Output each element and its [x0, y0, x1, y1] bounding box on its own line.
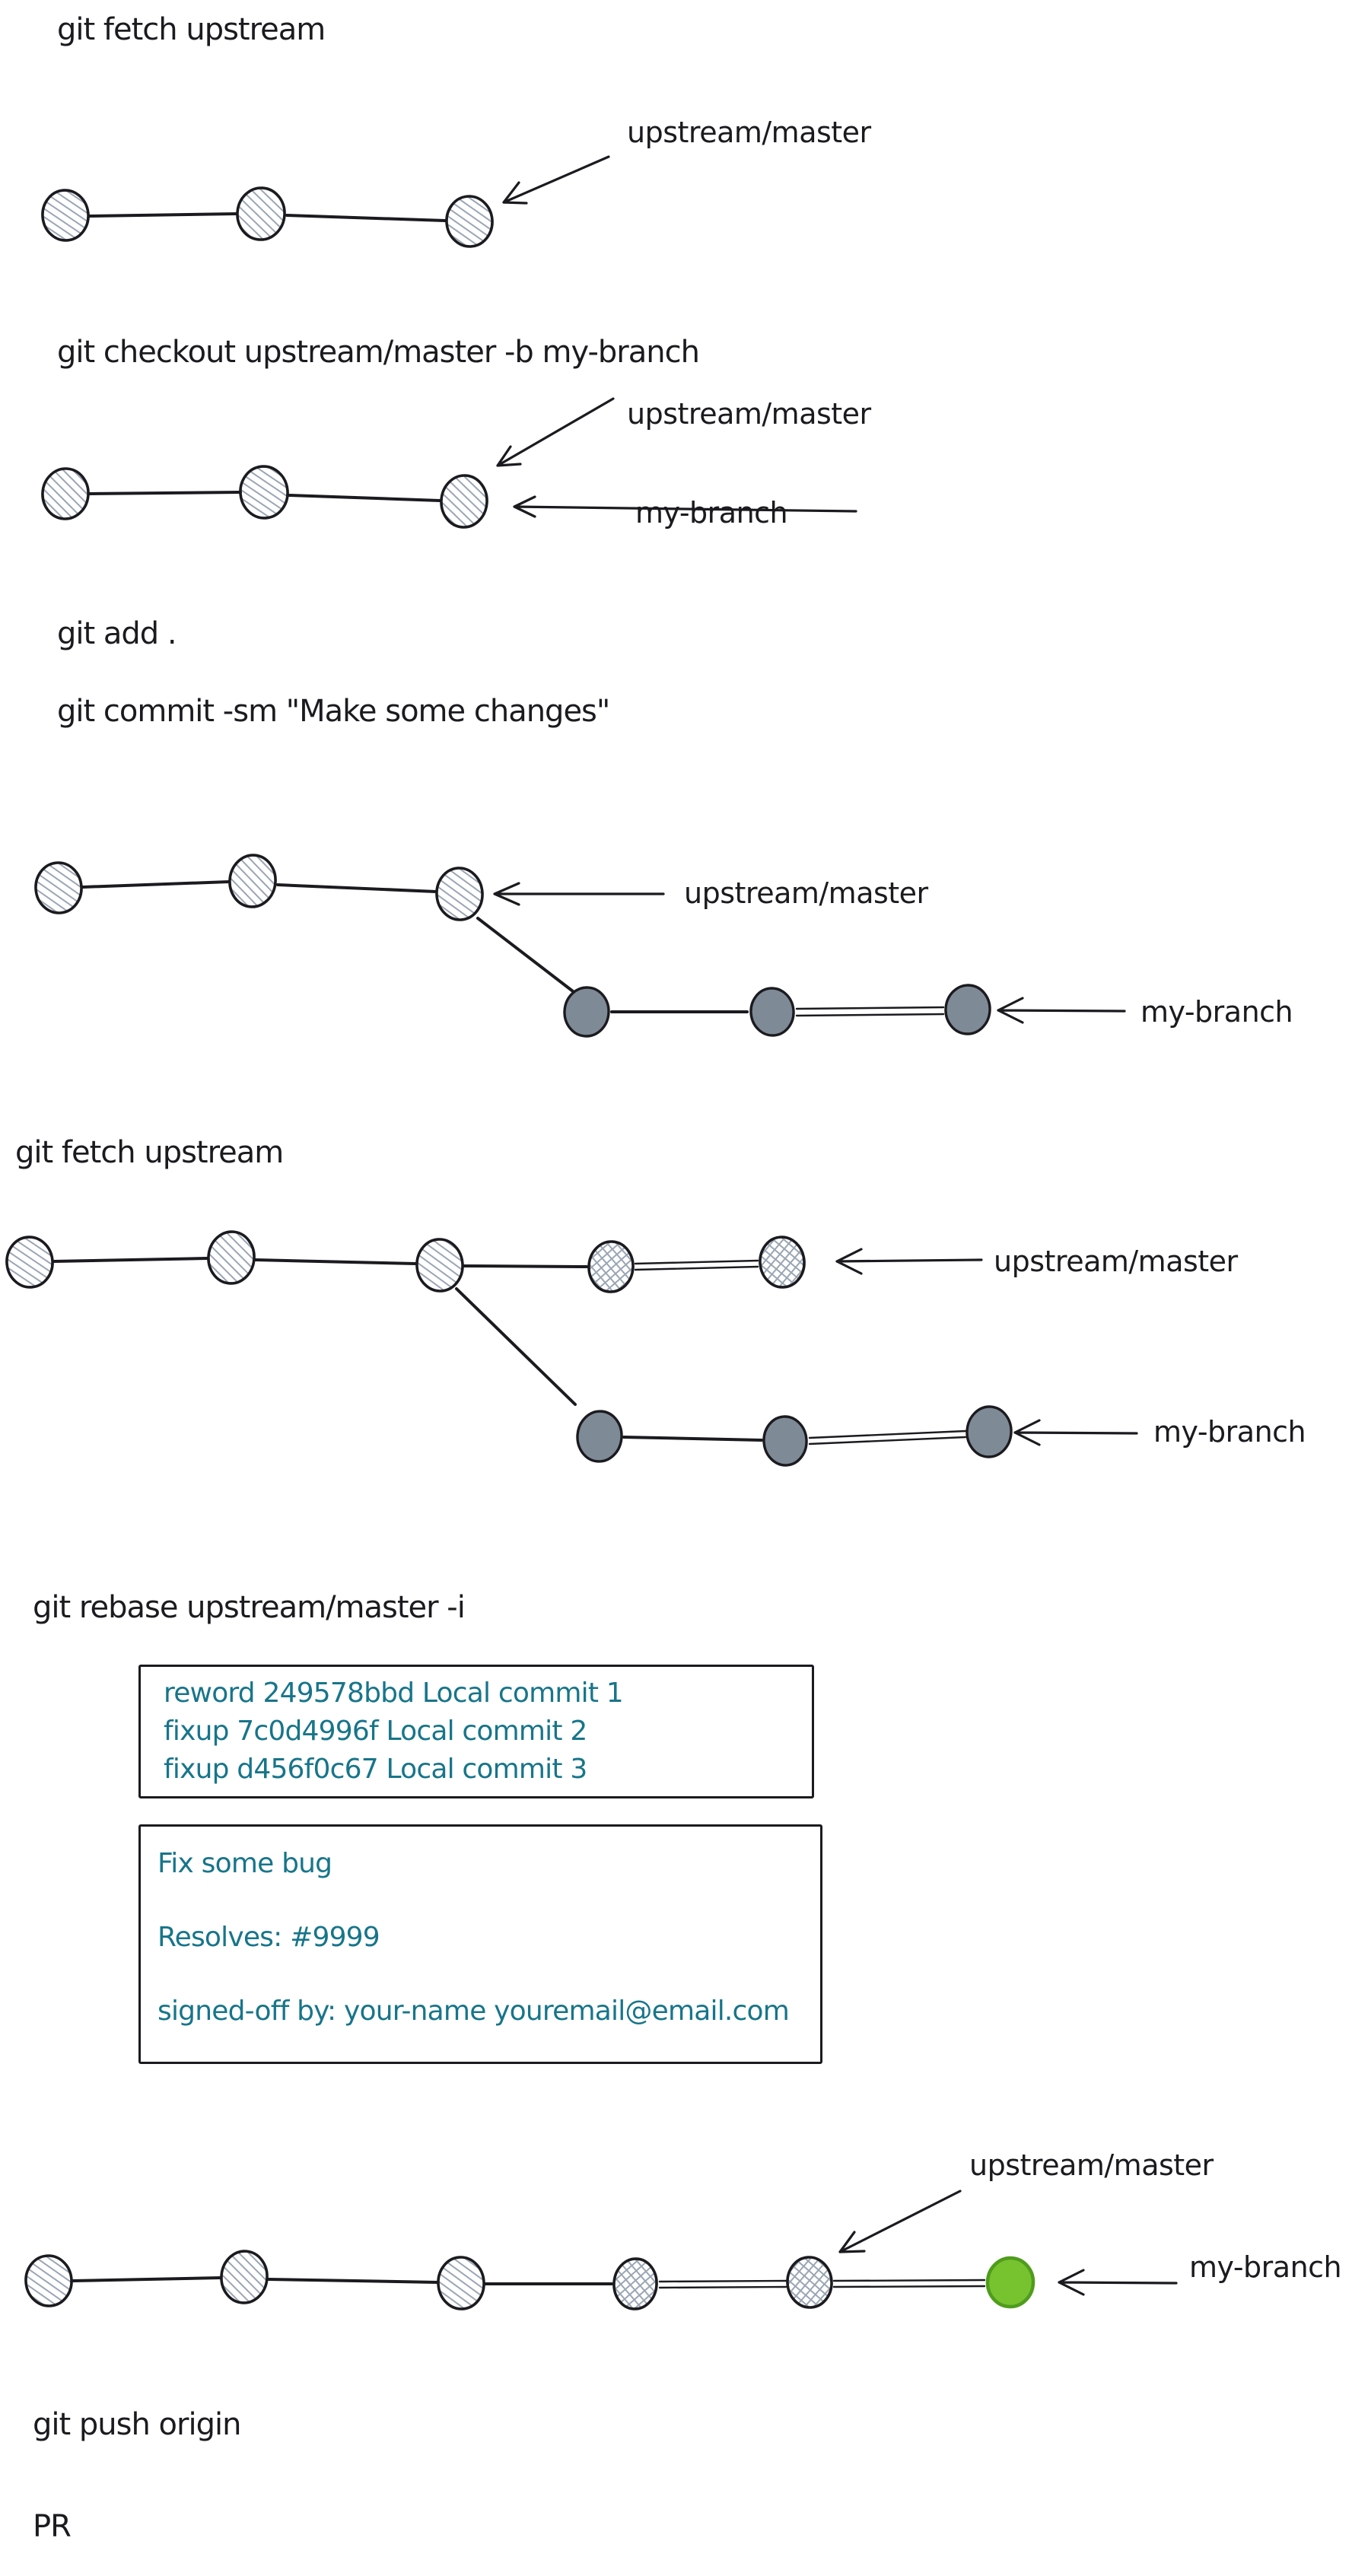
commit-message-line: Fix some bug — [157, 1848, 332, 1879]
commit-node-hatched — [236, 186, 287, 241]
commit-node-hatched — [40, 188, 91, 243]
edge — [269, 2279, 437, 2282]
edge — [256, 1260, 415, 1264]
commit-node-rebased-green — [986, 2256, 1035, 2308]
arrow-my-branch — [998, 998, 1125, 1022]
edge — [73, 2278, 221, 2281]
commit-node-local — [762, 1415, 808, 1467]
commit-message-line: signed-off by: your-name youremail@email.com — [157, 1996, 790, 2027]
edge-double — [834, 2280, 985, 2287]
commit-node-hatched — [227, 853, 278, 909]
label-upstream-master-4: upstream/master — [994, 1245, 1238, 1278]
label-my-branch-5: my-branch — [1189, 2250, 1342, 2284]
commit-node-local — [575, 1410, 624, 1464]
label-upstream-master-5: upstream/master — [969, 2148, 1214, 2182]
edge — [624, 1437, 762, 1440]
edge-double — [810, 1431, 965, 1444]
commit-node-local — [749, 987, 795, 1038]
commit-node-hatched — [437, 2256, 486, 2310]
commit-message-line: Resolves: #9999 — [157, 1922, 380, 1953]
edge — [90, 214, 237, 216]
label-my-branch-2: my-branch — [635, 496, 788, 530]
commit-message-box — [138, 1824, 822, 2064]
rebase-todo-line: reword 249578bbd Local commit 1 — [164, 1678, 623, 1709]
commit-graph-1 — [40, 157, 609, 248]
commit-node-local — [965, 1405, 1013, 1458]
edge — [90, 492, 240, 494]
command-git-checkout: git checkout upstream/master -b my-branch — [57, 335, 699, 370]
edge — [464, 1266, 587, 1267]
commit-node-hatched — [440, 474, 489, 529]
command-git-add: git add . — [57, 616, 177, 651]
edge — [54, 1258, 207, 1261]
commit-node-hatched — [435, 867, 485, 921]
command-git-fetch-upstream-1: git fetch upstream — [57, 12, 326, 47]
label-my-branch-3: my-branch — [1140, 995, 1293, 1029]
arrow-upstream-master — [498, 399, 613, 466]
command-git-commit: git commit -sm "Make some changes" — [57, 694, 610, 729]
commit-node-local — [943, 984, 991, 1036]
command-git-push: git push origin — [33, 2407, 241, 2442]
command-git-fetch-upstream-2: git fetch upstream — [15, 1135, 284, 1170]
arrow-upstream-master — [837, 1249, 981, 1274]
rebase-todo-box — [138, 1665, 814, 1798]
edge-branch-off — [456, 1289, 575, 1404]
commit-graph-4 — [5, 1230, 1137, 1467]
commit-node-crosshatched — [758, 1236, 806, 1290]
commit-node-hatched — [5, 1235, 56, 1290]
commit-node-hatched — [40, 467, 91, 521]
commit-node-hatched — [238, 464, 291, 520]
edge — [287, 215, 445, 221]
arrow-upstream-master — [840, 2191, 960, 2252]
commit-node-hatched — [206, 1230, 256, 1286]
edge-branch-off — [478, 918, 573, 991]
commit-graph-3 — [33, 853, 1125, 1038]
commit-node-hatched — [33, 861, 84, 915]
commit-node-hatched — [415, 1238, 465, 1293]
arrow-my-branch — [1015, 1420, 1137, 1445]
commit-node-local — [563, 986, 610, 1038]
command-git-rebase: git rebase upstream/master -i — [33, 1590, 465, 1625]
label-upstream-master-3: upstream/master — [684, 876, 928, 910]
edge-double — [635, 1261, 758, 1270]
label-upstream-master-2: upstream/master — [627, 397, 871, 431]
commit-node-crosshatched — [612, 2257, 658, 2310]
edge — [289, 495, 440, 501]
commit-node-hatched — [444, 195, 495, 249]
label-pr: PR — [33, 2509, 71, 2544]
label-my-branch-4: my-branch — [1153, 1415, 1306, 1449]
edge-double — [797, 1007, 943, 1016]
arrow-upstream-master — [495, 883, 663, 905]
edge-double — [660, 2281, 786, 2288]
commit-node-hatched — [24, 2254, 74, 2308]
commit-node-hatched — [219, 2250, 269, 2305]
arrow-my-branch — [1059, 2270, 1176, 2295]
commit-node-crosshatched — [587, 1240, 635, 1293]
rebase-todo-line: fixup 7c0d4996f Local commit 2 — [164, 1716, 587, 1747]
label-upstream-master-1: upstream/master — [627, 116, 871, 149]
arrow-upstream-master — [504, 157, 609, 203]
edge — [278, 885, 436, 892]
commit-node-crosshatched — [786, 2256, 833, 2309]
edge — [83, 882, 229, 887]
commit-graph-5 — [24, 2191, 1176, 2310]
rebase-todo-line: fixup d456f0c67 Local commit 3 — [164, 1754, 587, 1785]
